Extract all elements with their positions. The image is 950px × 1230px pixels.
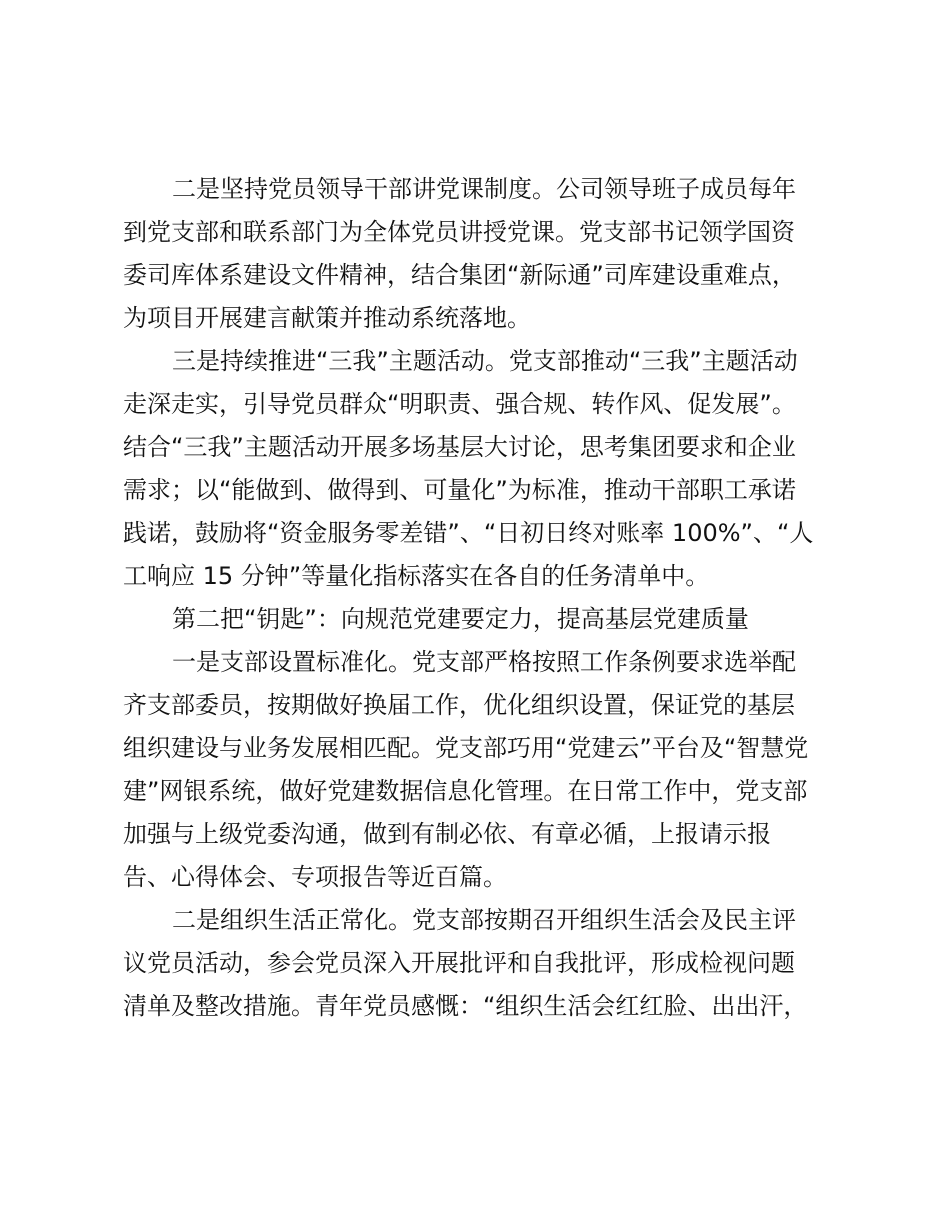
paragraph-line: 告、心得体会、专项报告等近百篇。 (123, 863, 507, 891)
paragraph-line: 清单及整改措施。青年党员感慨：“组织生活会红红脸、出出汗， (123, 992, 808, 1020)
paragraph-line: 一是支部设置标准化。党支部严格按照工作条例要求选举配 (172, 648, 796, 676)
paragraph-line: 走深走实，引导党员群众“明职责、强合规、转作风、促发展”。 (123, 390, 796, 418)
paragraph-line: 委司库体系建设文件精神，结合集团“新际通”司库建设重难点， (123, 261, 796, 289)
paragraph-line: 践诺，鼓励将“资金服务零差错”、“日初日终对账率 100%”、“人 (123, 519, 814, 547)
paragraph-line: 二是组织生活正常化。党支部按期召开组织生活会及民主评 (172, 906, 796, 934)
paragraph-line: 结合“三我”主题活动开展多场基层大讨论，思考集团要求和企业 (123, 433, 796, 461)
paragraph-line: 齐支部委员，按期做好换届工作，优化组织设置，保证党的基层 (123, 691, 795, 719)
paragraph-line: 工响应 15 分钟”等量化指标落实在各自的任务清单中。 (123, 562, 710, 590)
paragraph-line: 建”网银系统，做好党建数据信息化管理。在日常工作中，党支部 (123, 777, 808, 805)
paragraph-line: 二是坚持党员领导干部讲党课制度。公司领导班子成员每年 (172, 175, 796, 203)
paragraph-line: 议党员活动，参会党员深入开展批评和自我批评，形成检视问题 (123, 949, 795, 977)
paragraph-line: 到党支部和联系部门为全体党员讲授党课。党支部书记领学国资 (123, 218, 795, 246)
section-heading: 第二把“钥匙”：向规范党建要定力，提高基层党建质量 (172, 605, 749, 633)
paragraph-line: 加强与上级党委沟通，做到有制必依、有章必循，上报请示报 (123, 820, 771, 848)
paragraph-line: 需求；以“能做到、做得到、可量化”为标准，推动干部职工承诺 (123, 476, 796, 504)
paragraph-line: 为项目开展建言献策并推动系统落地。 (123, 304, 531, 332)
paragraph-line: 组织建设与业务发展相匹配。党支部巧用“党建云”平台及“智慧党 (123, 734, 809, 762)
paragraph-line: 三是持续推进“三我”主题活动。党支部推动“三我”主题活动 (172, 347, 798, 375)
